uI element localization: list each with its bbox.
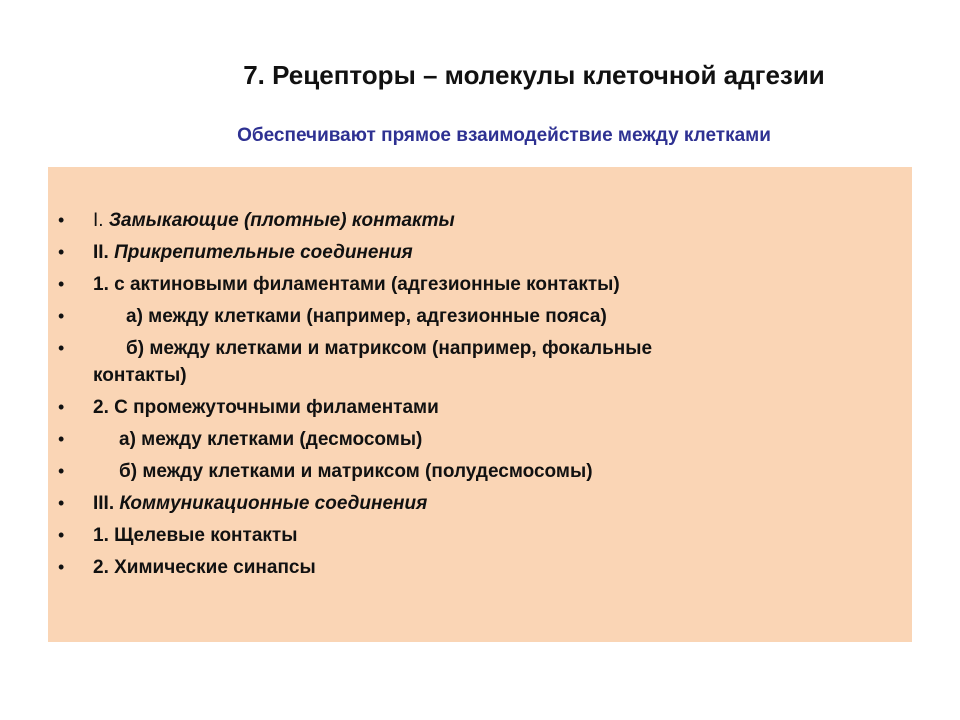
item-prefix: II.: [93, 242, 109, 263]
list-item: [48, 271, 912, 298]
bullet-dot: •: [58, 338, 65, 358]
bullet-dot: •: [58, 493, 65, 513]
bullet-dot: •: [58, 397, 65, 417]
list-item: [48, 554, 912, 581]
list-item: [48, 239, 912, 266]
list-item: [48, 426, 912, 453]
item-text: 2. С промежуточными филаментами: [93, 397, 439, 418]
item-text-continuation: контакты): [93, 365, 187, 386]
bullet-dot: •: [58, 429, 65, 449]
item-text: Коммуникационные соединения: [119, 493, 428, 514]
list-item: [48, 394, 912, 421]
bullet-list: [48, 207, 912, 586]
bullet-dot: •: [58, 242, 65, 262]
list-item: [48, 522, 912, 549]
bullet-dot: •: [58, 525, 65, 545]
bullet-dot: •: [58, 210, 65, 230]
bullet-dot: •: [58, 306, 65, 326]
list-item: [48, 490, 912, 517]
slide-subtitle: Обеспечивают прямое взаимодействие между клетками: [237, 125, 771, 146]
item-text: а) между клетками (например, адгезионные пояса): [126, 306, 607, 327]
bullet-dot: •: [58, 461, 65, 481]
item-text: 1. Щелевые контакты: [93, 525, 298, 546]
item-text: 2. Химические синапсы: [93, 557, 316, 578]
slide-title: 7. Рецепторы – молекулы клеточной адгезии: [243, 60, 825, 90]
item-text: б) между клетками и матриксом (например, фокальные: [126, 338, 653, 359]
item-prefix: III.: [93, 493, 115, 514]
list-item: [48, 335, 912, 389]
list-item: [48, 458, 912, 485]
item-text: Прикрепительные соединения: [114, 242, 413, 263]
bullet-dot: •: [58, 557, 65, 577]
list-item: [48, 303, 912, 330]
bullet-dot: •: [58, 274, 65, 294]
content-box: [48, 167, 912, 642]
list-item: [48, 207, 912, 234]
item-text: 1. с актиновыми филаментами (адгезионные контакты): [93, 274, 620, 295]
item-prefix: I.: [93, 210, 104, 231]
item-text: а) между клетками (десмосомы): [119, 429, 423, 450]
item-text: б) между клетками и матриксом (полудесмосомы): [119, 461, 593, 482]
item-text: Замыкающие (плотные) контакты: [108, 210, 455, 231]
